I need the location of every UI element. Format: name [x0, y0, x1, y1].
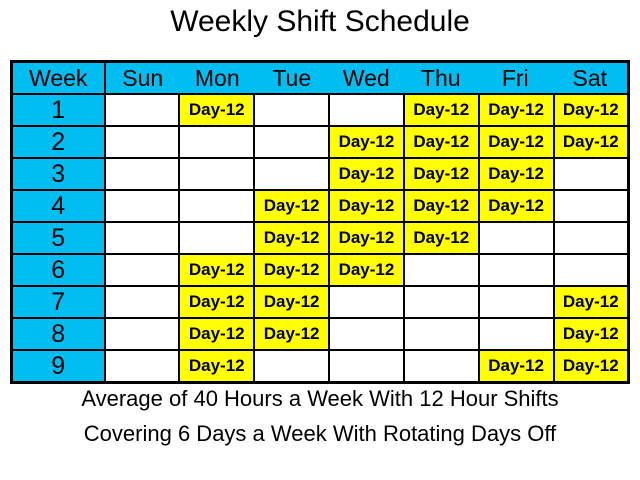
shift-cell	[105, 286, 180, 318]
day-header-tue: Tue	[272, 64, 312, 91]
week-row	[12, 318, 629, 350]
week-column-header: Week	[12, 62, 105, 95]
week-number-cell: 4	[12, 190, 105, 222]
page-title: Weekly Shift Schedule	[170, 5, 470, 38]
shift-cell: Day-12	[479, 350, 554, 383]
shift-cell	[404, 254, 479, 286]
shift-cell	[479, 286, 554, 318]
shift-cell	[479, 318, 554, 350]
shift-cell: Day-12	[329, 158, 404, 190]
shift-cell: Day-12	[179, 350, 254, 383]
week-row	[12, 286, 629, 318]
week-row	[12, 158, 629, 190]
shift-cell	[105, 158, 180, 190]
shift-cell: Day-12	[179, 318, 254, 350]
week-number-cell: 8	[12, 318, 105, 350]
caption-line-2: Covering 6 Days a Week With Rotating Days Off	[83, 421, 557, 446]
shift-cell: Day-12	[254, 222, 329, 254]
shift-cell: Day-12	[329, 254, 404, 286]
shift-cell	[479, 254, 554, 286]
shift-cell	[105, 190, 180, 222]
schedule-table	[10, 60, 630, 384]
shift-cell: Day-12	[554, 126, 629, 158]
shift-cell: Day-12	[254, 190, 329, 222]
shift-cell	[105, 222, 180, 254]
shift-cell: Day-12	[554, 94, 629, 126]
shift-cell: Day-12	[404, 222, 479, 254]
shift-cell: Day-12	[479, 190, 554, 222]
header-row	[12, 62, 629, 95]
shift-cell: Day-12	[404, 190, 479, 222]
shift-cell	[179, 158, 254, 190]
week-number-cell: 3	[12, 158, 105, 190]
week-number-cell: 2	[12, 126, 105, 158]
day-header-thu: Thu	[420, 64, 461, 91]
shift-cell	[254, 350, 329, 383]
day-header-fri: Fri	[501, 64, 529, 91]
week-row	[12, 190, 629, 222]
shift-cell: Day-12	[329, 190, 404, 222]
week-number-cell: 1	[12, 94, 105, 126]
week-row	[12, 350, 629, 383]
shift-cell	[254, 158, 329, 190]
shift-cell	[404, 286, 479, 318]
shift-cell: Day-12	[329, 222, 404, 254]
shift-cell	[105, 350, 180, 383]
shift-cell	[404, 350, 479, 383]
shift-cell	[329, 286, 404, 318]
shift-cell: Day-12	[179, 286, 254, 318]
shift-cell	[179, 190, 254, 222]
shift-cell	[329, 318, 404, 350]
shift-cell	[404, 318, 479, 350]
shift-cell: Day-12	[179, 254, 254, 286]
shift-cell: Day-12	[554, 318, 629, 350]
shift-cell	[329, 94, 404, 126]
shift-cell	[554, 222, 629, 254]
week-row	[12, 94, 629, 126]
day-headers	[105, 62, 629, 95]
shift-cell	[254, 126, 329, 158]
shift-cell	[254, 94, 329, 126]
shift-cell: Day-12	[179, 94, 254, 126]
shift-cell: Day-12	[554, 286, 629, 318]
week-row	[12, 254, 629, 286]
shift-cell	[105, 254, 180, 286]
day-header-sat: Sat	[572, 64, 608, 91]
day-header-wed: Wed	[342, 64, 390, 91]
day-header-sun: Sun	[122, 64, 164, 91]
shift-cell	[554, 158, 629, 190]
shift-cell	[105, 94, 180, 126]
shift-cell: Day-12	[254, 318, 329, 350]
shift-cell	[554, 254, 629, 286]
shift-cell: Day-12	[554, 350, 629, 383]
shift-cell: Day-12	[254, 254, 329, 286]
shift-cell: Day-12	[479, 126, 554, 158]
week-number-cell: 5	[12, 222, 105, 254]
week-number-cell: 9	[12, 350, 105, 383]
shift-cell	[479, 222, 554, 254]
shift-cell	[554, 190, 629, 222]
shift-cell	[179, 126, 254, 158]
shift-cell: Day-12	[254, 286, 329, 318]
shift-cell: Day-12	[329, 126, 404, 158]
shift-cell	[179, 222, 254, 254]
shift-cell: Day-12	[404, 94, 479, 126]
shift-cell: Day-12	[404, 126, 479, 158]
week-number-cell: 6	[12, 254, 105, 286]
week-row	[12, 126, 629, 158]
day-header-mon: Mon	[194, 64, 240, 91]
week-row	[12, 222, 629, 254]
shift-cell	[329, 350, 404, 383]
caption-line-1: Average of 40 Hours a Week With 12 Hour Shifts	[81, 386, 559, 411]
shift-cell	[105, 126, 180, 158]
week-number-cell: 7	[12, 286, 105, 318]
shift-cell: Day-12	[479, 94, 554, 126]
shift-cell: Day-12	[404, 158, 479, 190]
shift-cell: Day-12	[479, 158, 554, 190]
shift-cell	[105, 318, 180, 350]
caption	[0, 386, 640, 456]
